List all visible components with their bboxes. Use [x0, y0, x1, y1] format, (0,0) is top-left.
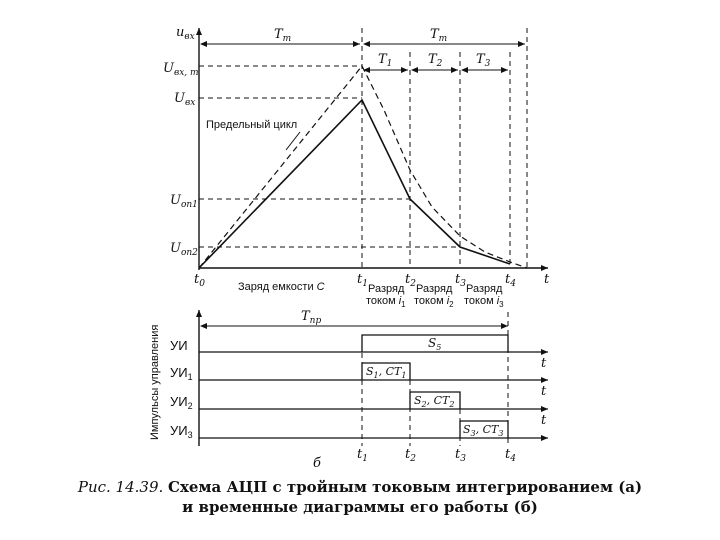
row-label-ui2: $УИ_2$ [170, 394, 193, 411]
period-label-t3: $T_3$ [476, 52, 491, 69]
row-t-label-1: t [541, 356, 547, 371]
bottom-tick-t1: $t_1$ [357, 447, 368, 464]
caption-prefix: Рис. 14.39. [77, 478, 164, 496]
caption-line1: Схема АЦП с тройным токовым интегрированием (а) [168, 478, 643, 496]
period-label-tt1: $T_т$ [274, 27, 292, 44]
period-label-tt2: $T_т$ [430, 27, 448, 44]
charge-label: Заряд емкости C [238, 281, 325, 293]
limit-cycle-leader [286, 132, 300, 150]
bottom-tick-t2: $t_2$ [405, 447, 416, 464]
level-uop1: $U_{оп1}$ [170, 193, 198, 210]
tick-t2: $t_2$ [405, 272, 416, 289]
period-label-t1: $T_1$ [378, 52, 393, 69]
level-uop2: $U_{оп2}$ [170, 241, 198, 258]
y-axis-label: $u_{вх}$ [176, 25, 195, 42]
x-axis-label-top: t [544, 272, 550, 287]
caption-line2: и временные диаграммы его работы (б) [182, 498, 538, 516]
level-uvxt: $U_{вх, т}$ [163, 61, 199, 78]
limit-cycle-label: Предельный цикл [206, 119, 298, 131]
row-t-label-3: t [541, 413, 547, 428]
figure-caption [0, 478, 720, 496]
tick-t4: $t_4$ [505, 272, 516, 289]
row-label-ui: УИ [170, 338, 188, 353]
tick-t1: $t_1$ [357, 272, 368, 289]
discharge-label-1 [366, 283, 406, 309]
top-panel [199, 28, 548, 270]
limit-cycle-curve [199, 66, 527, 268]
period-label-t2: $T_2$ [428, 52, 443, 69]
tick-t3: $t_3$ [455, 272, 466, 289]
svg-text:током i1: током $i_1$ [366, 295, 406, 309]
tick-t0: $t_0$ [194, 272, 205, 289]
period-label-tpr: $T_{пр}$ [301, 309, 322, 326]
panel-letter: б [313, 456, 321, 471]
svg-text:Разряд: Разряд [368, 283, 405, 295]
bottom-tick-t4: $t_4$ [505, 447, 516, 464]
svg-text:током i3: током $i_3$ [464, 295, 504, 309]
row-t-label-2: t [541, 384, 547, 399]
pulse-label-s5: $S_5$ [428, 336, 442, 352]
bottom-tick-t3: $t_3$ [455, 447, 466, 464]
row-label-ui1: $УИ_1$ [170, 365, 193, 382]
svg-text:током i2: током $i_2$ [414, 295, 454, 309]
control-pulses-label: Импульсы управления [149, 324, 161, 440]
svg-text:Разряд: Разряд [416, 283, 453, 295]
pulse-label-s2: $S_2$, $СТ_2$ [414, 394, 455, 409]
discharge-label-2 [414, 283, 454, 309]
pulse-label-s1: $S_1$, $СТ_1$ [366, 365, 407, 380]
svg-text:Разряд: Разряд [466, 283, 503, 295]
bottom-panel-labels [149, 309, 547, 471]
top-panel-labels [163, 25, 550, 309]
row-label-ui3: $УИ_3$ [170, 423, 193, 440]
pulse-label-s3: $S_3$, $СТ_3$ [463, 423, 504, 438]
level-uvx: $U_{вх}$ [174, 91, 196, 108]
discharge-label-3 [464, 283, 504, 309]
